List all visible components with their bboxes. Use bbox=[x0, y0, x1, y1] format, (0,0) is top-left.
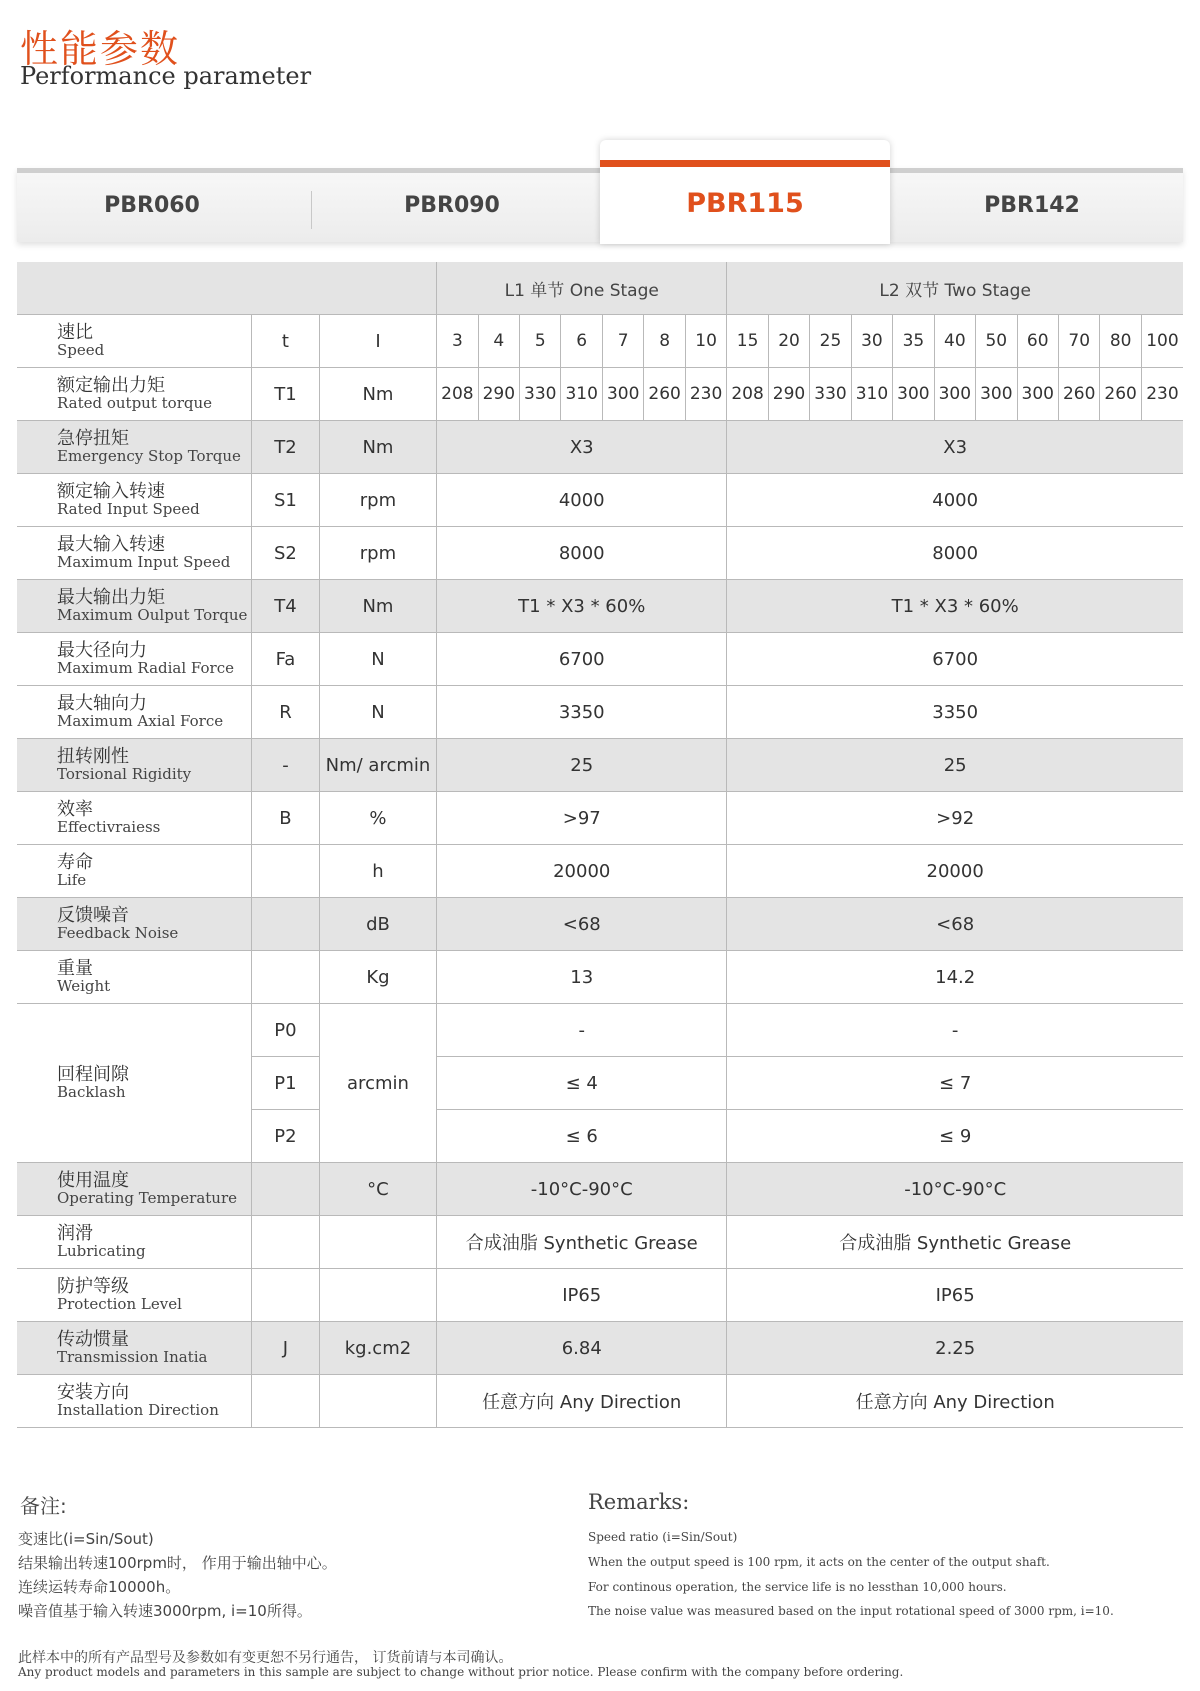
stage2-value: <68 bbox=[727, 898, 1183, 951]
param-name-en: Protection Level bbox=[57, 1294, 182, 1313]
param-symbol bbox=[252, 1269, 320, 1322]
param-name-cn: 传动惯量 bbox=[57, 1328, 129, 1350]
param-unit bbox=[319, 1216, 436, 1269]
param-label bbox=[17, 845, 252, 898]
param-name-en: Rated Input Speed bbox=[57, 499, 200, 518]
table-row bbox=[17, 633, 1183, 686]
param-unit: dB bbox=[319, 898, 436, 951]
param-label bbox=[17, 315, 252, 368]
ratio-value-cell: 30 bbox=[851, 315, 892, 368]
param-name-cn: 回程间隙 bbox=[57, 1063, 129, 1085]
param-unit bbox=[319, 1375, 436, 1428]
table-row bbox=[17, 686, 1183, 739]
table-row bbox=[17, 739, 1183, 792]
stage1-value: 13 bbox=[437, 951, 727, 1004]
param-symbol: J bbox=[252, 1322, 320, 1375]
param-name-cn: 额定输入转速 bbox=[57, 480, 165, 502]
table-row bbox=[17, 1163, 1183, 1216]
param-label bbox=[17, 1322, 252, 1375]
ratio-value-cell: 260 bbox=[1058, 368, 1099, 421]
stage1-value: <68 bbox=[437, 898, 727, 951]
param-name-cn: 重量 bbox=[57, 957, 93, 979]
param-unit: Nm bbox=[319, 580, 436, 633]
disclaimer-en: Any product models and parameters in this sample are subject to change without prior notice. Please confirm with the company before ordering. bbox=[18, 1665, 904, 1679]
table-row bbox=[17, 1216, 1183, 1269]
param-label bbox=[17, 421, 252, 474]
tab-pbr060[interactable]: PBR060 bbox=[104, 193, 200, 218]
param-symbol bbox=[252, 1216, 320, 1269]
ratio-value-cell: 290 bbox=[478, 368, 519, 421]
stage1-value: 4000 bbox=[437, 474, 727, 527]
param-name-en: Transmission Inatia bbox=[57, 1347, 208, 1366]
header-stage2: L2 双节 Two Stage bbox=[727, 262, 1183, 315]
ratio-value-cell: 208 bbox=[727, 368, 768, 421]
table-body bbox=[17, 262, 1183, 1428]
stage2-value: 25 bbox=[727, 739, 1183, 792]
param-unit: % bbox=[319, 792, 436, 845]
header-stage1: L1 单节 One Stage bbox=[437, 262, 727, 315]
stage1-value: 20000 bbox=[437, 845, 727, 898]
param-symbol: P2 bbox=[252, 1110, 320, 1163]
param-name-cn: 使用温度 bbox=[57, 1169, 129, 1191]
param-name-en: Maximum Radial Force bbox=[57, 658, 234, 677]
param-name-cn: 安装方向 bbox=[57, 1381, 129, 1403]
stage2-value: - bbox=[727, 1004, 1183, 1057]
stage2-value: 20000 bbox=[727, 845, 1183, 898]
stage2-value: 3350 bbox=[727, 686, 1183, 739]
param-name-en: Backlash bbox=[57, 1082, 126, 1101]
ratio-value-cell: 330 bbox=[810, 368, 851, 421]
ratio-value-cell: 40 bbox=[934, 315, 975, 368]
remark-en-2: When the output speed is 100 rpm, it acts on the center of the output shaft. bbox=[588, 1555, 1050, 1569]
table-row bbox=[17, 951, 1183, 1004]
ratio-value-cell: 15 bbox=[727, 315, 768, 368]
ratio-value-cell: 300 bbox=[602, 368, 643, 421]
param-name-en: Operating Temperature bbox=[57, 1188, 238, 1207]
stage1-value: 任意方向 Any Direction bbox=[437, 1375, 727, 1428]
param-unit: arcmin bbox=[319, 1004, 436, 1163]
stage1-value: 3350 bbox=[437, 686, 727, 739]
stage2-value: 14.2 bbox=[727, 951, 1183, 1004]
remark-en-4: The noise value was measured based on the input rotational speed of 3000 rpm, i=10. bbox=[588, 1604, 1114, 1618]
param-unit: Nm bbox=[319, 368, 436, 421]
param-name-en: Maximum Oulput Torque bbox=[57, 605, 248, 624]
table-row bbox=[17, 580, 1183, 633]
ratio-value-cell: 8 bbox=[644, 315, 685, 368]
param-label bbox=[17, 527, 252, 580]
param-name-cn: 效率 bbox=[57, 798, 93, 820]
tab-divider bbox=[311, 191, 312, 229]
ratio-value-cell: 4 bbox=[478, 315, 519, 368]
param-name-en: Maximum Input Speed bbox=[57, 552, 231, 571]
ratio-value-cell: 230 bbox=[1141, 368, 1183, 421]
stage1-value: >97 bbox=[437, 792, 727, 845]
param-name-cn: 最大输入转速 bbox=[57, 533, 165, 555]
ratio-value-cell: 70 bbox=[1058, 315, 1099, 368]
remark-cn-3: 连续运转寿命10000h。 bbox=[18, 1578, 181, 1596]
ratio-value-cell: 260 bbox=[1100, 368, 1141, 421]
param-name-en: Installation Direction bbox=[57, 1400, 219, 1419]
param-name-cn: 扭转刚性 bbox=[57, 745, 129, 767]
param-symbol: Fa bbox=[252, 633, 320, 686]
tab-pbr115-label: PBR115 bbox=[686, 188, 804, 219]
stage2-value: X3 bbox=[727, 421, 1183, 474]
tab-pbr090[interactable]: PBR090 bbox=[404, 193, 500, 218]
stage1-value: T1 * X3 * 60% bbox=[437, 580, 727, 633]
param-symbol: S2 bbox=[252, 527, 320, 580]
table-row bbox=[17, 792, 1183, 845]
table-row bbox=[17, 898, 1183, 951]
remarks-cn-title: 备注: bbox=[20, 1494, 67, 1518]
param-symbol: S1 bbox=[252, 474, 320, 527]
param-name-en: Rated output torque bbox=[57, 393, 213, 412]
ratio-value-cell: 7 bbox=[602, 315, 643, 368]
param-symbol: B bbox=[252, 792, 320, 845]
table-row bbox=[17, 1322, 1183, 1375]
param-symbol: - bbox=[252, 739, 320, 792]
table-row bbox=[17, 527, 1183, 580]
param-label bbox=[17, 951, 252, 1004]
param-symbol: T1 bbox=[252, 368, 320, 421]
performance-table bbox=[17, 262, 1183, 1428]
stage2-value: 6700 bbox=[727, 633, 1183, 686]
param-name-cn: 速比 bbox=[57, 321, 93, 343]
remark-en-1: Speed ratio (i=Sin/Sout) bbox=[588, 1530, 738, 1544]
param-name-cn: 寿命 bbox=[57, 851, 93, 873]
ratio-value-cell: 300 bbox=[893, 368, 934, 421]
stage2-value: 任意方向 Any Direction bbox=[727, 1375, 1183, 1428]
ratio-value-cell: 5 bbox=[520, 315, 561, 368]
stage1-value: 6700 bbox=[437, 633, 727, 686]
rated-torque-row bbox=[17, 368, 1183, 421]
ratio-value-cell: 35 bbox=[893, 315, 934, 368]
stage2-value: ≤ 7 bbox=[727, 1057, 1183, 1110]
param-symbol: t bbox=[252, 315, 320, 368]
param-name-en: Speed bbox=[57, 340, 105, 359]
param-unit: Kg bbox=[319, 951, 436, 1004]
stage1-value: 8000 bbox=[437, 527, 727, 580]
tab-pbr142[interactable]: PBR142 bbox=[984, 193, 1080, 218]
ratio-value-cell: 3 bbox=[437, 315, 478, 368]
table-row bbox=[17, 421, 1183, 474]
ratio-value-cell: 310 bbox=[561, 368, 602, 421]
ratio-value-cell: 20 bbox=[768, 315, 809, 368]
param-symbol bbox=[252, 1163, 320, 1216]
stage1-value: ≤ 6 bbox=[437, 1110, 727, 1163]
param-symbol bbox=[252, 951, 320, 1004]
param-label bbox=[17, 898, 252, 951]
remark-cn-2: 结果输出转速100rpm时， 作用于输出轴中心。 bbox=[18, 1554, 337, 1572]
param-unit bbox=[319, 1269, 436, 1322]
param-symbol bbox=[252, 898, 320, 951]
stage2-value: IP65 bbox=[727, 1269, 1183, 1322]
stage2-value: 4000 bbox=[727, 474, 1183, 527]
ratio-value-cell: 25 bbox=[810, 315, 851, 368]
param-unit: h bbox=[319, 845, 436, 898]
param-unit: rpm bbox=[319, 474, 436, 527]
ratio-value-cell: 330 bbox=[520, 368, 561, 421]
param-unit: Nm/ arcmin bbox=[319, 739, 436, 792]
param-label bbox=[17, 474, 252, 527]
stage2-value: >92 bbox=[727, 792, 1183, 845]
param-name-en: Torsional Rigidity bbox=[57, 764, 192, 783]
stage1-value: 合成油脂 Synthetic Grease bbox=[437, 1216, 727, 1269]
param-name-en: Feedback Noise bbox=[57, 923, 179, 942]
ratio-value-cell: 300 bbox=[934, 368, 975, 421]
stage2-value: -10°C-90°C bbox=[727, 1163, 1183, 1216]
stage1-value: 6.84 bbox=[437, 1322, 727, 1375]
header-blank-cell bbox=[17, 262, 437, 315]
table-row bbox=[17, 474, 1183, 527]
table-row bbox=[17, 1375, 1183, 1428]
param-label bbox=[17, 686, 252, 739]
stage1-value: -10°C-90°C bbox=[437, 1163, 727, 1216]
param-label bbox=[17, 1163, 252, 1216]
param-symbol: P1 bbox=[252, 1057, 320, 1110]
remark-en-3: For continous operation, the service life is no lessthan 10,000 hours. bbox=[588, 1580, 1007, 1594]
param-symbol: P0 bbox=[252, 1004, 320, 1057]
ratio-value-cell: 10 bbox=[685, 315, 727, 368]
param-symbol: T2 bbox=[252, 421, 320, 474]
table-header-row bbox=[17, 262, 1183, 315]
param-label bbox=[17, 1269, 252, 1322]
ratio-value-cell: 80 bbox=[1100, 315, 1141, 368]
param-name-cn: 最大轴向力 bbox=[57, 692, 147, 714]
stage1-value: IP65 bbox=[437, 1269, 727, 1322]
ratio-value-cell: 208 bbox=[437, 368, 478, 421]
param-unit: N bbox=[319, 633, 436, 686]
ratio-row bbox=[17, 315, 1183, 368]
remark-cn-1: 变速比(i=Sin/Sout) bbox=[18, 1530, 154, 1548]
ratio-value-cell: 50 bbox=[976, 315, 1017, 368]
param-name-en: Life bbox=[57, 870, 87, 889]
page-title: 性能参数 bbox=[20, 27, 181, 71]
page-subtitle: Performance parameter bbox=[20, 62, 312, 90]
stage1-value: X3 bbox=[437, 421, 727, 474]
param-name-cn: 额定输出力矩 bbox=[57, 374, 165, 396]
param-label bbox=[17, 633, 252, 686]
disclaimer-cn: 此样本中的所有产品型号及参数如有变更恕不另行通告， 订货前请与本司确认。 bbox=[18, 1650, 513, 1666]
remark-cn-4: 噪音值基于输入转速3000rpm, i=10所得。 bbox=[18, 1602, 312, 1620]
param-label bbox=[17, 1216, 252, 1269]
stage2-value: 8000 bbox=[727, 527, 1183, 580]
active-tab-indicator bbox=[600, 160, 890, 167]
param-unit: I bbox=[319, 315, 436, 368]
ratio-value-cell: 290 bbox=[768, 368, 809, 421]
param-name-cn: 反馈噪音 bbox=[57, 904, 129, 926]
stage2-value: T1 * X3 * 60% bbox=[727, 580, 1183, 633]
param-label bbox=[17, 792, 252, 845]
param-name-cn: 急停扭矩 bbox=[57, 427, 129, 449]
param-symbol: T4 bbox=[252, 580, 320, 633]
tab-pbr115[interactable] bbox=[600, 140, 890, 244]
param-label bbox=[17, 368, 252, 421]
param-name-cn: 防护等级 bbox=[57, 1275, 129, 1297]
table-row bbox=[17, 1269, 1183, 1322]
param-name-cn: 润滑 bbox=[57, 1222, 93, 1244]
param-name-en: Emergency Stop Torque bbox=[57, 446, 241, 465]
param-name-en: Effectivraiess bbox=[57, 817, 161, 836]
param-symbol bbox=[252, 1375, 320, 1428]
stage1-value: - bbox=[437, 1004, 727, 1057]
stage2-value: 2.25 bbox=[727, 1322, 1183, 1375]
ratio-value-cell: 60 bbox=[1017, 315, 1058, 368]
param-name-en: Weight bbox=[57, 976, 111, 995]
ratio-value-cell: 6 bbox=[561, 315, 602, 368]
stage2-value: ≤ 9 bbox=[727, 1110, 1183, 1163]
param-unit: °C bbox=[319, 1163, 436, 1216]
remarks-en-title: Remarks: bbox=[588, 1490, 690, 1514]
param-name-en: Maximum Axial Force bbox=[57, 711, 224, 730]
backlash-row bbox=[17, 1004, 1183, 1057]
param-label bbox=[17, 1375, 252, 1428]
param-symbol bbox=[252, 845, 320, 898]
ratio-value-cell: 310 bbox=[851, 368, 892, 421]
stage1-value: 25 bbox=[437, 739, 727, 792]
stage1-value: ≤ 4 bbox=[437, 1057, 727, 1110]
param-unit: rpm bbox=[319, 527, 436, 580]
ratio-value-cell: 260 bbox=[644, 368, 685, 421]
ratio-value-cell: 300 bbox=[1017, 368, 1058, 421]
param-name-en: Lubricating bbox=[57, 1241, 146, 1260]
ratio-value-cell: 230 bbox=[685, 368, 727, 421]
param-unit: N bbox=[319, 686, 436, 739]
stage2-value: 合成油脂 Synthetic Grease bbox=[727, 1216, 1183, 1269]
param-label bbox=[17, 739, 252, 792]
param-label bbox=[17, 1004, 252, 1163]
param-unit: Nm bbox=[319, 421, 436, 474]
param-unit: kg.cm2 bbox=[319, 1322, 436, 1375]
param-label bbox=[17, 580, 252, 633]
param-symbol: R bbox=[252, 686, 320, 739]
ratio-value-cell: 300 bbox=[976, 368, 1017, 421]
param-name-cn: 最大径向力 bbox=[57, 639, 147, 661]
table-row bbox=[17, 845, 1183, 898]
ratio-value-cell: 100 bbox=[1141, 315, 1183, 368]
param-name-cn: 最大输出力矩 bbox=[57, 586, 165, 608]
